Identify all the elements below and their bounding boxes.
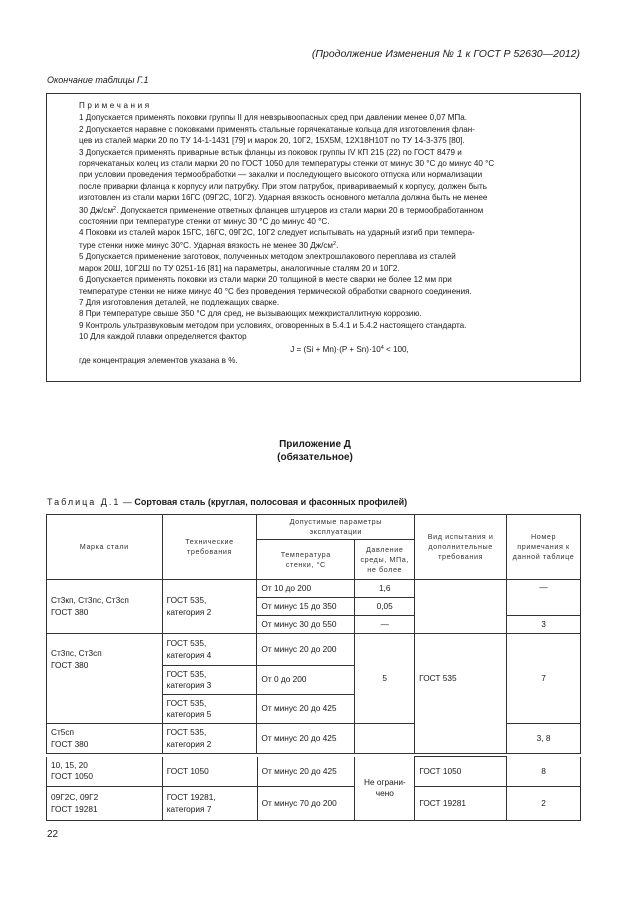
cell-note: 8 bbox=[507, 757, 581, 787]
note-3-line-5: изготовлен из стали марки 16ГС (09Г2С, 10Г2). Ударная вязкость основного металла должна быть не менее bbox=[79, 193, 488, 203]
cell-tests: ГОСТ 535 bbox=[415, 634, 507, 754]
note-4-line-2 bbox=[79, 239, 570, 251]
header-temp: Температура стенки, °С bbox=[257, 540, 355, 580]
note-5-line-2: марок 20Ш, 10Г2Ш по ТУ 0251-16 [81] на параметры, аналогичные сталям 20 и 10Г2. bbox=[79, 263, 400, 273]
cell-tech: ГОСТ 19281, категория 7 bbox=[162, 787, 257, 821]
cell-temp: От минус 20 до 200 bbox=[257, 634, 355, 666]
appendix-title: Приложение Д bbox=[279, 439, 351, 450]
cell-temp: От минус 15 до 350 bbox=[257, 598, 355, 616]
note-10: 10 Для каждой плавки определяется фактор bbox=[79, 332, 247, 342]
appendix-subtitle: (обязательное) bbox=[277, 452, 353, 463]
cell-tech: ГОСТ 535, категория 5 bbox=[162, 695, 257, 724]
note-1: 1 Допускается применять поковки группы II для невзрывоопасных сред при давлении менее 0,07 МПа. bbox=[79, 113, 467, 123]
cell-note: 7 bbox=[507, 634, 581, 724]
cell-tests-empty bbox=[415, 580, 507, 634]
cell-pressure: 0,05 bbox=[355, 598, 415, 616]
note-4-text: туре стенки ниже минус 30°С. Ударная вязкость не менее 30 Дж/см bbox=[79, 240, 334, 250]
header-params: Допустимые параметры эксплуатации bbox=[257, 515, 415, 540]
cell-temp: От минус 20 до 425 bbox=[257, 695, 355, 724]
cell-pressure-empty bbox=[355, 724, 415, 754]
header-note-no: Номер примечания к данной таблице bbox=[507, 515, 581, 580]
note-5: 5 Допускается применение заготовок, полученных методом электрошлакового переплава из сталей bbox=[79, 252, 456, 262]
note-2-cont: цев из сталей марки 20 по ТУ 14-1-1431 [79] и марок 20, 10Г2, 15Х5М, 12Х18Н10Т по ТУ 14-3-375 [80]. bbox=[79, 136, 465, 146]
note-7: 7 Для изготовления деталей, не подлежащих сварке. bbox=[79, 297, 280, 307]
note-8: 8 При температуре свыше 350 °С для сред, не вызывающих межкристаллитную коррозию. bbox=[79, 309, 422, 319]
note-6: 6 Допускается применять поковки из стали марки 20 толщиной в месте сварки не более 12 мм при bbox=[79, 275, 452, 285]
running-head: (Продолжение Изменения № 1 к ГОСТ Р 52630—2012) bbox=[311, 48, 580, 60]
notes-box bbox=[46, 93, 581, 382]
header-pressure: Давление среды, МПа, не более bbox=[355, 540, 415, 580]
note-3-line-7: состоянии при температуре стенки от минус 30 °С до минус 40 °С. bbox=[79, 217, 330, 227]
note-3-text-a: 30 Дж/см bbox=[79, 205, 114, 215]
steel-table-continued bbox=[46, 756, 581, 821]
cell-temp: От 0 до 200 bbox=[257, 666, 355, 695]
cell-temp: От минус 20 до 425 bbox=[257, 724, 355, 754]
note-9: 9 Контроль ультразвуковым методом при условиях, оговоренных в 5.4.1 и 5.4.2 настоящего стандарта. bbox=[79, 320, 467, 330]
note-4: 4 Поковки из сталей марок 15ГС, 16ГС, 09Г2С, 10Г2 следует испытывать на ударный изгиб при темпера- bbox=[79, 228, 475, 238]
cell-note: 2 bbox=[507, 787, 581, 821]
note-2: 2 Допускается наравне с поковками применять стальные горячекатаные кольца для изготовления флан- bbox=[79, 124, 475, 134]
cell-temp: От минус 30 до 550 bbox=[257, 616, 355, 634]
cell-tech: ГОСТ 535, категория 2 bbox=[162, 724, 257, 754]
steel-table bbox=[46, 514, 581, 754]
cell-note: — bbox=[507, 580, 581, 616]
cell-tech: ГОСТ 535, категория 4 bbox=[162, 634, 257, 666]
formula bbox=[79, 343, 570, 355]
cell-tests: ГОСТ 19281 bbox=[415, 787, 507, 821]
formula-where: где концентрация элементов указана в %. bbox=[79, 355, 238, 365]
cell-tech: ГОСТ 1050 bbox=[162, 757, 257, 787]
cell-temp: От минус 20 до 425 bbox=[257, 757, 355, 787]
cell-grade: 10, 15, 20 ГОСТ 1050 bbox=[47, 757, 163, 787]
note-3-line-4: после приварки фланца к корпусу или патрубку. При этом патрубок, привариваемый к корпусу, должен быть bbox=[79, 181, 487, 191]
cell-tech: ГОСТ 535, категория 2 bbox=[162, 580, 257, 634]
cell-grade: Ст3пс, Ст3сп ГОСТ 380 bbox=[47, 634, 163, 724]
table-label: Таблица Д.1 bbox=[47, 497, 121, 507]
cell-grade: Ст3кп, Ст3пс, Ст3сп ГОСТ 380 bbox=[47, 580, 163, 634]
note-3-line-3: при условии проведения термообработки — закалки и последующего высокого отпуска или нормализации bbox=[79, 170, 483, 180]
header-grade: Марка стали bbox=[47, 515, 163, 580]
header-tests: Вид испытания и дополнительные требования bbox=[415, 515, 507, 580]
table-caption bbox=[47, 497, 407, 507]
note-3-text-b: . Допускается применение ответных фланцев штуцеров из стали марки 20 в термообработанном bbox=[116, 205, 484, 215]
cell-tests: ГОСТ 1050 bbox=[415, 757, 507, 787]
table-continuation-caption: Окончание таблицы Г.1 bbox=[47, 75, 149, 85]
formula-tail: < 100, bbox=[383, 344, 409, 354]
cell-pressure: 1,6 bbox=[355, 580, 415, 598]
note-3-line-6 bbox=[79, 204, 570, 216]
page-number: 22 bbox=[47, 829, 59, 840]
cell-pressure: — bbox=[355, 616, 415, 634]
cell-temp: От 10 до 200 bbox=[257, 580, 355, 598]
superscript: 2 bbox=[333, 240, 337, 247]
cell-grade: 09Г2С, 09Г2 ГОСТ 19281 bbox=[47, 787, 163, 821]
note-3: 3 Допускается применять приварные встык фланцы из поковок группы IV КП 215 (22) по ГОСТ 8479 и bbox=[79, 147, 462, 157]
cell-tech: ГОСТ 535, категория 3 bbox=[162, 666, 257, 695]
cell-pressure: Не ограни- чено bbox=[355, 757, 415, 821]
superscript: 2 bbox=[113, 205, 117, 212]
cell-grade: Ст5сп ГОСТ 380 bbox=[47, 724, 163, 754]
formula-text: J = (Si + Mn)·(P + Sn)·10 bbox=[290, 344, 381, 354]
appendix-heading bbox=[0, 438, 630, 464]
cell-temp: От минус 70 до 200 bbox=[257, 787, 355, 821]
caption-separator: — bbox=[120, 497, 135, 507]
notes-title: Примечания bbox=[79, 101, 152, 110]
cell-note: 3 bbox=[507, 616, 581, 634]
header-tech: Технические требования bbox=[162, 515, 257, 580]
formula-exponent: 4 bbox=[380, 344, 384, 351]
cell-note: 3, 8 bbox=[507, 724, 581, 754]
note-6-line-2: температуре стенки не ниже минус 40 °С без проведения термической обработки сварного соединения. bbox=[79, 286, 472, 296]
cell-pressure: 5 bbox=[355, 634, 415, 724]
table-title: Сортовая сталь (круглая, полосовая и фасонных профилей) bbox=[134, 497, 408, 507]
note-4-end: . bbox=[336, 240, 339, 250]
note-3-line-2: горячекатаных колец из стали марки 20 по ГОСТ 1050 для температуры стенки от минус 30 °С до минус 40 °С bbox=[79, 159, 495, 169]
